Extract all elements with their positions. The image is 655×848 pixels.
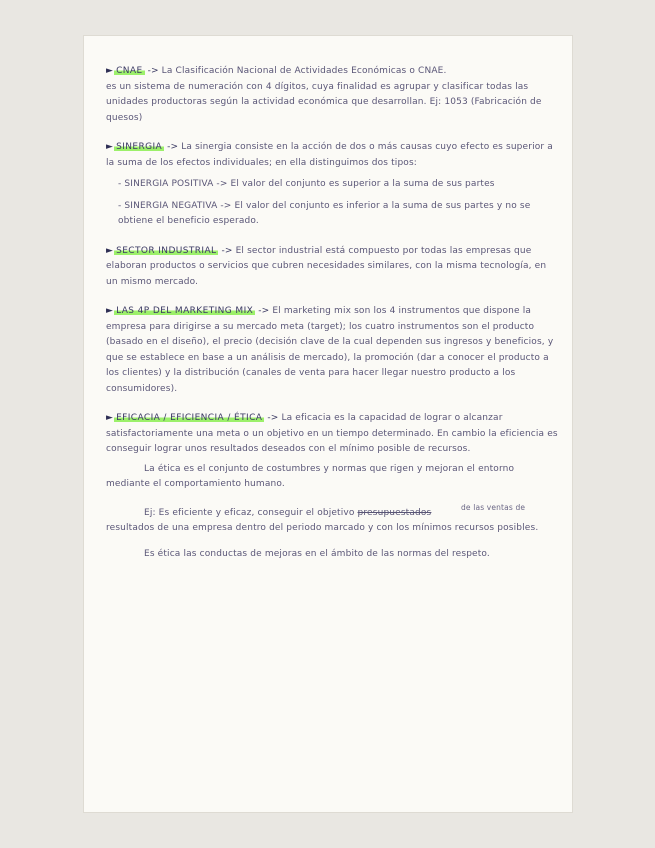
cnae-lead-line bbox=[106, 66, 447, 76]
example-block bbox=[106, 503, 558, 537]
notebook-page bbox=[84, 36, 572, 812]
sinergia-heading: SINERGIA bbox=[116, 142, 163, 152]
section-eficacia bbox=[106, 411, 558, 562]
etica-definition: La ética es el conjunto de costumbres y normas que rigen y mejoran el entorno mediante el comportamiento humano. bbox=[106, 463, 515, 489]
example-line-2: resultados de una empresa dentro del periodo marcado y con los mínimos recursos posibles. bbox=[106, 523, 539, 533]
sinergia-body: La sinergia consiste en la acción de dos o más causas cuyo efecto es superior a la suma de los efectos individuales; en ella distinguimos dos tipos: bbox=[106, 142, 553, 168]
cnae-arrow: -> bbox=[147, 66, 159, 76]
sinergia-arrow: -> bbox=[167, 142, 179, 152]
section-marketing-mix bbox=[106, 304, 558, 397]
bullet-arrow-icon: ► bbox=[106, 413, 114, 423]
marketing-heading: LAS 4P DEL MARKETING MIX bbox=[116, 306, 254, 316]
bullet-arrow-icon: ► bbox=[106, 306, 114, 316]
sinergia-positiva: - SINERGIA POSITIVA -> El valor del conjunto es superior a la suma de sus partes bbox=[118, 179, 495, 189]
bullet-arrow-icon: ► bbox=[106, 142, 114, 152]
example-line-1: Ej: Es eficiente y eficaz, conseguir el objetivo bbox=[144, 507, 355, 518]
bullet-arrow-icon: ► bbox=[106, 245, 114, 256]
sinergia-negativa: - SINERGIA NEGATIVA -> El valor del conjunto es inferior a la suma de sus partes y no se obtiene el beneficio esperado. bbox=[118, 200, 531, 226]
marketing-arrow: -> bbox=[258, 306, 270, 316]
eficacia-body-1: La eficacia es la capacidad de lograr o alcanzar satisfactoriamente una meta o un objetivo en un tiempo determinado. En cambio la eficiencia es conseguir lograr unos resultados deseados con el mínimo posible de recursos. bbox=[106, 413, 558, 454]
section-sector-industrial bbox=[106, 244, 558, 291]
sector-heading: SECTOR INDUSTRIAL bbox=[116, 245, 217, 256]
section-cnae bbox=[106, 64, 558, 126]
cnae-lead: La Clasificación Nacional de Actividades Económicas o CNAE. bbox=[161, 66, 447, 76]
marketing-body: El marketing mix son los 4 instrumentos que dispone la empresa para dirigirse a su mercado meta (target); los cuatro instrumentos son el producto (basado en el diseño), el precio (decisión clave de la cual dependen sus ingresos y beneficios, y que se establece en base a un análisis de mercado), la promoción (dar a conocer el producto a los clientes) y la distribución (canales de venta para hacer llegar nuestro producto a los consumidores). bbox=[106, 306, 554, 394]
inserted-correction: de las ventas de bbox=[461, 502, 526, 512]
handwritten-notes bbox=[106, 64, 558, 576]
cnae-heading: CNAE bbox=[116, 66, 143, 76]
bullet-arrow-icon: ► bbox=[106, 66, 114, 76]
cnae-body: es un sistema de numeración con 4 dígitos, cuya finalidad es agrupar y clasificar todas las unidades productoras según la actividad económica que desarrollan. Ej: 1053 (Fabricación de quesos) bbox=[106, 81, 542, 123]
sector-arrow: -> bbox=[221, 245, 233, 256]
eficacia-heading: EFICACIA / EFICIENCIA / ÉTICA bbox=[116, 413, 263, 423]
etica-example: Es ética las conductas de mejoras en el ámbito de las normas del respeto. bbox=[144, 548, 490, 559]
sector-body: El sector industrial está compuesto por todas las empresas que elaboran productos o servicios que cubren necesidades similares, con la misma tecnología, en un mismo mercado. bbox=[106, 245, 547, 287]
struck-word: presupuestados bbox=[357, 507, 432, 518]
section-sinergia bbox=[106, 140, 558, 230]
eficacia-arrow: -> bbox=[267, 413, 279, 423]
